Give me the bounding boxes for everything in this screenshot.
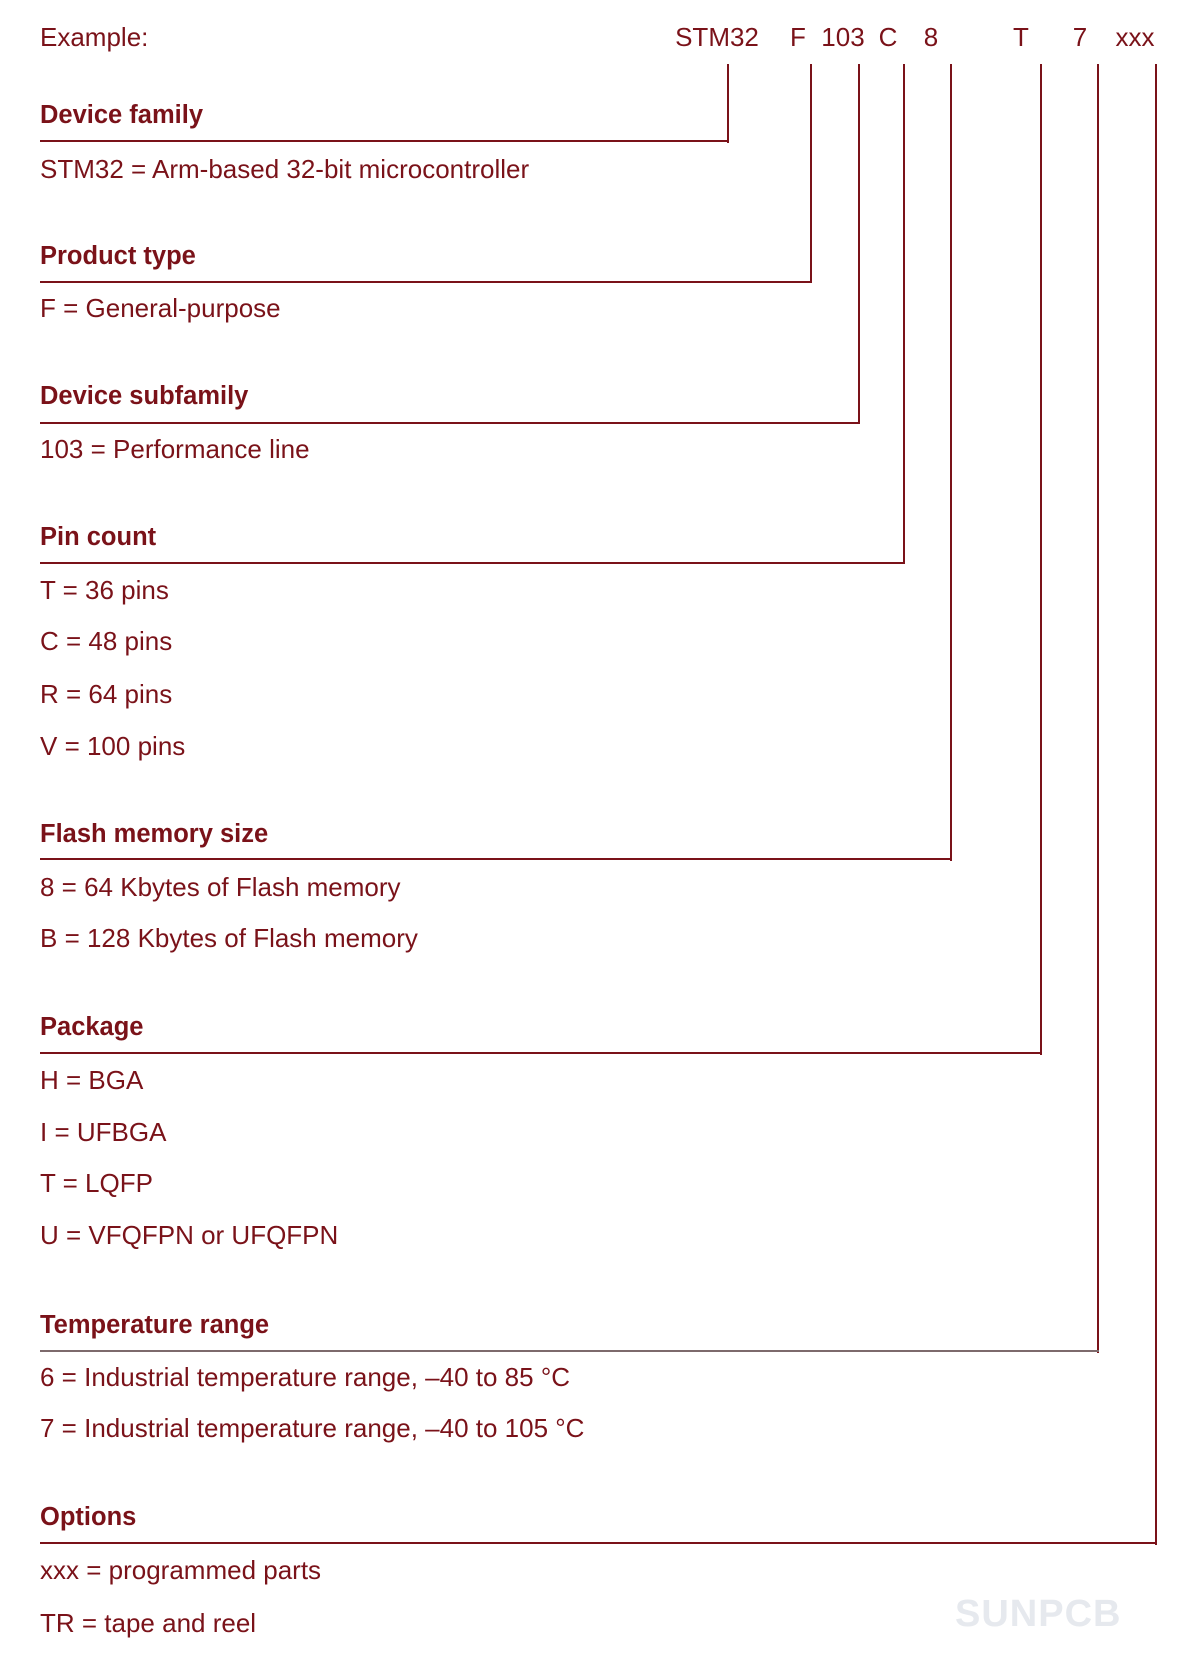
connector-flash-horizontal	[40, 858, 952, 860]
connector-subfamily-vertical	[858, 64, 860, 424]
connector-device-family-vertical	[727, 64, 729, 143]
section-heading-package: Package	[40, 1013, 144, 1041]
code-part-subfamily: 103	[821, 22, 865, 52]
connector-flash-vertical	[950, 64, 952, 861]
section-heading-temperature-range: Temperature range	[40, 1311, 270, 1339]
watermark-logo: SUNPCB	[955, 1593, 1122, 1635]
connector-temperature-vertical	[1097, 64, 1099, 1353]
section-item: F = General-purpose	[40, 293, 281, 323]
section-heading-flash-memory-size: Flash memory size	[40, 820, 269, 848]
connector-package-horizontal	[40, 1052, 1042, 1054]
section-item: xxx = programmed parts	[40, 1555, 322, 1585]
section-item: B = 128 Kbytes of Flash memory	[40, 923, 418, 953]
code-part-family: STM32	[675, 22, 759, 52]
section-item: U = VFQFPN or UFQFPN	[40, 1220, 339, 1250]
connector-options-vertical	[1155, 64, 1157, 1545]
section-item: 6 = Industrial temperature range, –40 to 85 °C	[40, 1362, 570, 1392]
connector-pin-count-vertical	[903, 64, 905, 564]
connector-product-type-vertical	[810, 64, 812, 283]
connector-temperature-horizontal	[40, 1350, 1099, 1352]
connector-product-type-horizontal	[40, 281, 812, 283]
section-item: H = BGA	[40, 1065, 144, 1095]
section-heading-options: Options	[40, 1503, 137, 1531]
section-heading-product-type: Product type	[40, 242, 196, 270]
section-heading-device-subfamily: Device subfamily	[40, 382, 249, 410]
connector-device-family-horizontal	[40, 140, 729, 142]
section-heading-device-family: Device family	[40, 101, 204, 129]
section-item: T = LQFP	[40, 1168, 153, 1198]
section-item: R = 64 pins	[40, 679, 173, 709]
section-item: 7 = Industrial temperature range, –40 to 105 °C	[40, 1413, 585, 1443]
section-item: I = UFBGA	[40, 1117, 167, 1147]
code-part-package: T	[1013, 22, 1029, 52]
connector-options-horizontal	[40, 1542, 1157, 1544]
section-item: TR = tape and reel	[40, 1608, 257, 1638]
connector-pin-count-horizontal	[40, 562, 905, 564]
section-item: C = 48 pins	[40, 626, 173, 656]
section-item: 8 = 64 Kbytes of Flash memory	[40, 872, 401, 902]
code-part-temperature: 7	[1072, 22, 1088, 52]
section-item: T = 36 pins	[40, 575, 169, 605]
connector-package-vertical	[1040, 64, 1042, 1055]
section-item: STM32 = Arm-based 32-bit microcontroller	[40, 154, 530, 184]
connector-subfamily-horizontal	[40, 422, 860, 424]
section-heading-pin-count: Pin count	[40, 523, 157, 551]
code-part-options: xxx	[1115, 22, 1155, 52]
code-part-flash-size: 8	[923, 22, 939, 52]
section-item: V = 100 pins	[40, 731, 186, 761]
section-item: 103 = Performance line	[40, 434, 310, 464]
code-part-pin-count: C	[878, 22, 898, 52]
example-label: Example:	[40, 22, 149, 52]
code-part-type: F	[790, 22, 806, 52]
